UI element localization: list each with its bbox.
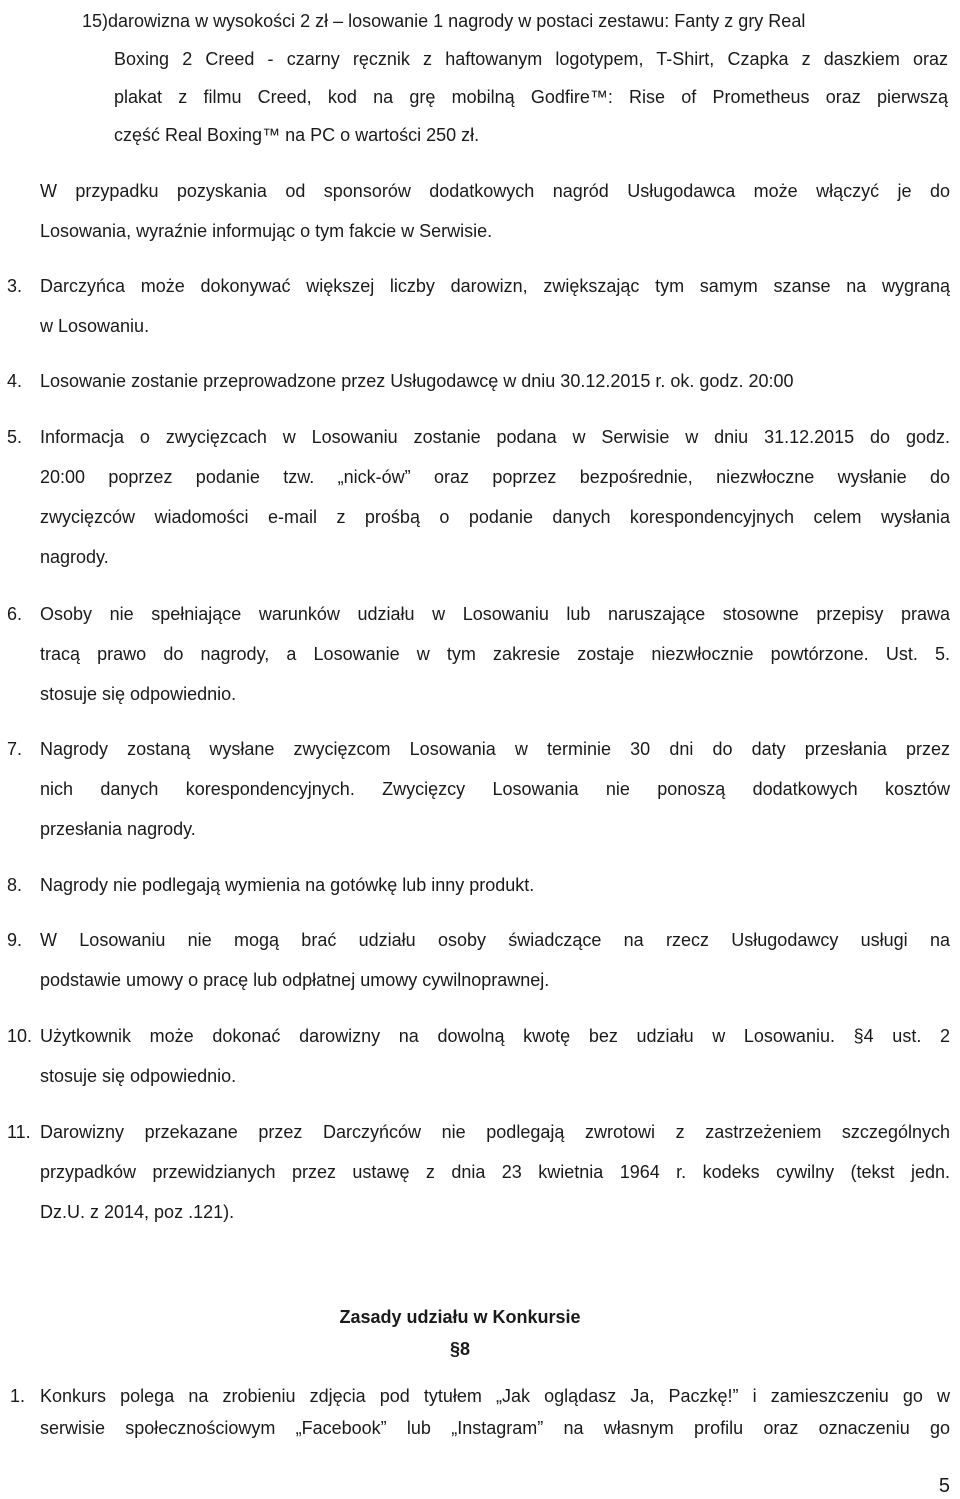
point-5-number: 5. — [7, 427, 23, 447]
point-7-line-1: Nagrody zostaną wysłane zwycięzcom Losowania w terminie 30 dni do daty przesłania przez — [40, 739, 950, 759]
point-5-line-4: nagrody. — [40, 547, 109, 567]
point-8-line-1: Nagrody nie podlegają wymienia na gotówkę lub inny produkt. — [40, 875, 535, 895]
point-6-line-1: Osoby nie spełniające warunków udziału w Losowaniu lub naruszające stosowne przepisy prawa — [40, 604, 950, 624]
point-10-line-1: Użytkownik może dokonać darowizny na dowolną kwotę bez udziału w Losowaniu. §4 ust. 2 — [40, 1026, 950, 1046]
point-3-line-2: w Losowaniu. — [40, 316, 150, 336]
point-10-line-2: stosuje się odpowiednio. — [40, 1066, 237, 1086]
section-paragraph-sign: §8 — [449, 1339, 471, 1359]
section-title: Zasady udziału w Konkursie — [339, 1307, 581, 1327]
page-number: 5 — [938, 1475, 950, 1497]
item15-line-3: plakat z filmu Creed, kod na grę mobilną Godfire™: Rise of Prometheus oraz pierwszą — [114, 87, 948, 107]
point-9-line-2: podstawie umowy o pracę lub odpłatnej umowy cywilnoprawnej. — [40, 970, 550, 990]
point-9-number: 9. — [7, 930, 23, 950]
item15-line-4: część Real Boxing™ na PC o wartości 250 zł. — [114, 125, 480, 145]
point-6-line-3: stosuje się odpowiednio. — [40, 684, 237, 704]
point-9-line-1: W Losowaniu nie mogą brać udziału osoby świadczące na rzecz Usługodawcy usługi na — [40, 930, 950, 950]
point-5-line-2: 20:00 poprzez podanie tzw. „nick-ów” oraz poprzez bezpośrednie, niezwłoczne wysłanie do — [40, 467, 950, 487]
point-5-line-1: Informacja o zwycięzcach w Losowaniu zostanie podana w Serwisie w dniu 31.12.2015 do godz. — [40, 427, 950, 447]
point-3-number: 3. — [7, 276, 23, 296]
point-10-number: 10. — [7, 1026, 33, 1046]
konkurs-point-1-line-1: Konkurs polega na zrobieniu zdjęcia pod tytułem „Jak oglądasz Ja, Paczkę!” i zamieszczeniu go w — [40, 1386, 950, 1406]
item15-line-1: 15)darowizna w wysokości 2 zł – losowanie 1 nagrody w postaci zestawu: Fanty z gry Real — [82, 11, 806, 31]
point-11-number: 11. — [7, 1122, 31, 1142]
point-4-line-1: Losowanie zostanie przeprowadzone przez Usługodawcę w dniu 30.12.2015 r. ok. godz. 20:00 — [40, 371, 794, 391]
point-11-line-2: przypadków przewidzianych przez ustawę z dnia 23 kwietnia 1964 r. kodeks cywilny (tekst jedn. — [40, 1162, 950, 1182]
point-7-number: 7. — [7, 739, 23, 759]
point-4-number: 4. — [7, 371, 23, 391]
point-7-line-3: przesłania nagrody. — [40, 819, 196, 839]
item15-line-2: Boxing 2 Creed - czarny ręcznik z haftowanym logotypem, T-Shirt, Czapka z daszkiem oraz — [114, 49, 948, 69]
point-5-line-3: zwycięzców wiadomości e-mail z prośbą o podanie danych korespondencyjnych celem wysłania — [40, 507, 950, 527]
point-6-number: 6. — [7, 604, 23, 624]
point-6-line-2: tracą prawo do nagrody, a Losowanie w tym zakresie zostaje niezwłocznie powtórzone. Ust. 5. — [40, 644, 950, 664]
point-11-line-3: Dz.U. z 2014, poz .121). — [40, 1202, 235, 1222]
point-3-line-1: Darczyńca może dokonywać większej liczby darowizn, zwiększając tym samym szanse na wygraną — [40, 276, 950, 296]
sponsor-note-line-2: Losowania, wyraźnie informując o tym fakcie w Serwisie. — [40, 221, 493, 241]
point-11-line-1: Darowizny przekazane przez Darczyńców nie podlegają zwrotowi z zastrzeżeniem szczególnych — [40, 1122, 950, 1142]
sponsor-note-line-1: W przypadku pozyskania od sponsorów dodatkowych nagród Usługodawca może włączyć je do — [40, 181, 950, 201]
konkurs-point-1-number: 1. — [10, 1386, 26, 1406]
point-8-number: 8. — [7, 875, 23, 895]
point-7-line-2: nich danych korespondencyjnych. Zwycięzcy Losowania nie ponoszą dodatkowych kosztów — [40, 779, 950, 799]
konkurs-point-1-line-2: serwisie społecznościowym „Facebook” lub „Instagram” na własnym profilu oraz oznaczeniu go — [40, 1418, 950, 1438]
